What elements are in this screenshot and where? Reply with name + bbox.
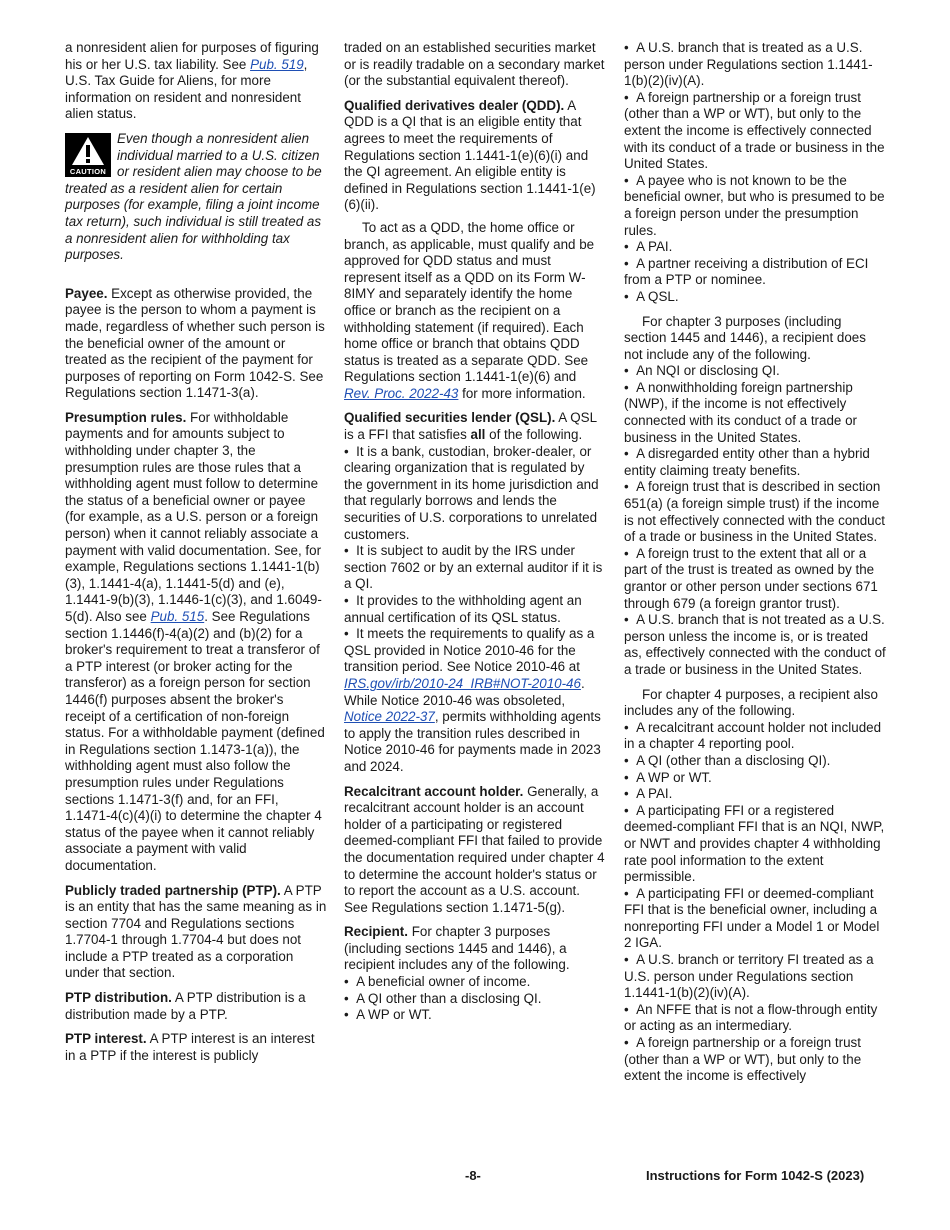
- list-item: • An NQI or disclosing QI.: [624, 363, 886, 380]
- list-item: • A participating FFI or a registered deemed-compliant FFI that is an NQI, NWP, or NWT and provides chapter 4 withholding rate pool information to the extent permissible.: [624, 803, 886, 886]
- list-item: • A recalcitrant account holder not included in a chapter 4 reporting pool.: [624, 720, 886, 753]
- paragraph-payee: Payee. Except as otherwise provided, the payee is the person to whom a payment is made, regardless of whether such person is the beneficial owner of the amount or treated as the recipient of the payment for purposes of reporting on Form 1042-S. See Regulations section 1.1471-3(a).: [65, 285, 325, 401]
- paragraph-ch3-exclusions: For chapter 3 purposes (including section 1445 and 1446), a recipient does not include any of the following.: [624, 313, 866, 362]
- caution-note: [65, 131, 327, 264]
- list-item: • A partner receiving a distribution of ECI from a PTP or nominee.: [624, 256, 886, 289]
- column-3: [624, 40, 886, 1085]
- heading-recipient: Recipient.: [344, 924, 408, 940]
- paragraph-qdd-status: To act as a QDD, the home office or branch, as applicable, must qualify and be approved for QDD status and must represent itself as a QDD on its Form W-8IMY and separately identify the home office or branch as the recipient on a withholding statement (if required). Each home office or branch that obtains QDD status is treated as a separate QDD. See Regulations section 1.1441-1(e)(6) and Rev. Proc. 2022-43 for more information.: [344, 219, 595, 401]
- paragraph-ptp-distribution: PTP distribution. A PTP distribution is a distribution made by a PTP.: [65, 990, 306, 1022]
- list-item: • A foreign partnership or a foreign trust (other than a WP or WT), but only to the extent the income is effectively connected with its conduct of a trade or business in the United States.: [624, 90, 886, 173]
- list-item: • A PAI.: [624, 239, 886, 256]
- document-title: Instructions for Form 1042-S (2023): [646, 1168, 865, 1183]
- paragraph-recipient: Recipient. For chapter 3 purposes (including sections 1445 and 1446), a recipient includes any of the following.: [344, 924, 570, 973]
- list-item: • A PAI.: [624, 786, 886, 803]
- list-item: • A foreign partnership or a foreign trust (other than a WP or WT), but only to the extent the income is effectively: [624, 1035, 886, 1085]
- paragraph-qdd: Qualified derivatives dealer (QDD). A QDD is a QI that is an eligible entity that agrees to meet the requirements of Regulations section 1.1441-1(e)(6)(i) and the QI agreement. An eligible entity is defined in Regulations section 1.1441-1(e)(6)(ii).: [344, 97, 596, 213]
- list-item: • A beneficial owner of income.: [344, 974, 606, 991]
- list-item: • A WP or WT.: [624, 770, 886, 787]
- irs-notice-2010-46-link[interactable]: IRS.gov/irb/2010-24_IRB#NOT-2010-46: [344, 675, 581, 691]
- list-item: • A payee who is not known to be the beneficial owner, but who is presumed to be a foreign person under the presumption rules.: [624, 173, 886, 239]
- rev-proc-2022-43-link[interactable]: Rev. Proc. 2022-43: [344, 385, 459, 401]
- list-item: • A QI other than a disclosing QI.: [344, 991, 606, 1008]
- heading-presumption-rules: Presumption rules.: [65, 409, 187, 425]
- list-item: • A nonwithholding foreign partnership (NWP), if the income is not effectively connected with its conduct of a trade or business in the United States.: [624, 380, 886, 446]
- paragraph-ch4-recipients: For chapter 4 purposes, a recipient also includes any of the following.: [624, 686, 878, 719]
- paragraph-recalcitrant: Recalcitrant account holder. Generally, a recalcitrant account holder is an account holder of a participating or registered deemed-compliant FFI that failed to provide the documentation required under chapter 4 to determine the account holder's status or to report the account as a U.S. account. See Regulations section 1.1471-5(g).: [344, 783, 605, 915]
- column-2: [344, 40, 606, 1024]
- list-item: • A U.S. branch that is not treated as a U.S. person unless the income is, or is treated as, effectively connected with the conduct of a trade or business in the United States.: [624, 612, 886, 678]
- list-item: • An NFFE that is not a flow-through entity or acting as an intermediary.: [624, 1002, 886, 1035]
- list-item: • It provides to the withholding agent an annual certification of its QSL status.: [344, 593, 606, 626]
- caution-icon: [65, 133, 111, 177]
- heading-ptp-interest: PTP interest.: [65, 1031, 147, 1047]
- list-item: • It is subject to audit by the IRS under section 7602 or by an external auditor if it is a QI.: [344, 543, 606, 593]
- heading-qdd: Qualified derivatives dealer (QDD).: [344, 97, 565, 113]
- list-item: • A WP or WT.: [344, 1007, 606, 1024]
- paragraph-ptp-interest-cont: traded on an established securities market or is readily tradable on a secondary market (or the substantial equivalent thereof).: [344, 40, 605, 89]
- pub-515-link[interactable]: Pub. 515: [150, 609, 205, 624]
- heading-ptp-distribution: PTP distribution.: [65, 990, 172, 1006]
- heading-payee: Payee.: [65, 285, 108, 301]
- list-item: • A U.S. branch that is treated as a U.S. person under Regulations section 1.1441-1(b)(2)(iv)(A).: [624, 40, 886, 90]
- paragraph-ptp: Publicly traded partnership (PTP). A PTP is an entity that has the same meaning as in section 7704 and Regulations sections 1.7704-1 through 1.7704-4 but does not include a PTP treated as a corporation under that section.: [65, 882, 327, 981]
- paragraph-resident-status: a nonresident alien for purposes of figuring his or her U.S. tax liability. See Pub. 519, U.S. Tax Guide for Aliens, for more information on resident and nonresident alien status.: [65, 40, 319, 122]
- paragraph-presumption-rules: Presumption rules. For withholdable payments and for amounts subject to withholding under chapter 3, the presumption rules are those rules that a withholding agent must follow to determine the status of a beneficial owner or payee (for example, as a U.S. person or a foreign person) when it cannot reliably associate a payment with valid documentation. See, for example, Regulations sections 1.1441-1(b)(3), 1.1441-4(a), 1.1441-5(d) and (e), 1.1441-9(b)(3), 1.1446-1(c)(3), and 1.6049-5(d). Also see Pub. 515. See Regulations section 1.1446(f)-4(a)(2) and (b)(2) for a broker's requirement to treat a transferor of a PTP interest (or broker acting for the transferor) as a foreign person for section 1446(f) purposes absent the broker's receipt of a certification of non-foreign status. For a withholdable payment (defined in Regulations section 1.1473-1(a)), the withholding agent must also follow the presumption rules under Regulations sections 1.1471-3(f) and, for an FFI, 1.1471-4(c)(4)(i) to determine the chapter 4 status of the payee when it cannot reliably associate a payment with valid documentation.: [65, 409, 325, 873]
- list-item: • A QSL.: [624, 289, 886, 306]
- caution-label: CAUTION: [69, 166, 107, 176]
- list-item: • A participating FFI or deemed-compliant FFI that is the beneficial owner, including a nonreporting FFI under a Model 1 or Model 2 IGA.: [624, 886, 886, 952]
- list-item: • It is a bank, custodian, broker-dealer, or clearing organization that is regulated by the government in its home jurisdiction and that regularly borrows and lends the securities of U.S. corporations to unrelated customers.: [344, 444, 606, 544]
- heading-ptp: Publicly traded partnership (PTP).: [65, 882, 281, 898]
- list-item: • A foreign trust that is described in section 651(a) (a foreign simple trust) if the income is not effectively connected with the conduct of a trade or business in the United States.: [624, 479, 886, 545]
- column-1: [65, 40, 327, 1072]
- paragraph-ptp-interest: PTP interest. A PTP interest is an interest in a PTP if the interest is publicly: [65, 1031, 315, 1063]
- list-item: • A U.S. branch or territory FI treated as a U.S. person under Regulations section 1.1441-1(b)(2)(iv)(A).: [624, 952, 886, 1002]
- heading-recalcitrant: Recalcitrant account holder.: [344, 783, 524, 799]
- list-item: • A disregarded entity other than a hybrid entity claiming treaty benefits.: [624, 446, 886, 479]
- list-item: • A foreign trust to the extent that all or a part of the trust is treated as owned by the grantor or other person under sections 671 through 679 (a foreign grantor trust).: [624, 546, 886, 612]
- caution-text: Even though a nonresident alien individual married to a U.S. citizen or resident alien may choose to be treated as a resident alien for certain purposes (for example, filing a joint income tax return), such individual is still treated as a nonresident alien for withholding tax purposes.: [65, 130, 322, 263]
- page-number: -8-: [465, 1168, 481, 1183]
- list-item: • A QI (other than a disclosing QI).: [624, 753, 886, 770]
- paragraph-qsl: Qualified securities lender (QSL). A QSL is a FFI that satisfies all of the following.: [344, 410, 597, 443]
- pub-519-link[interactable]: Pub. 519: [250, 56, 304, 72]
- notice-2022-37-link[interactable]: Notice 2022-37: [344, 709, 435, 725]
- heading-qsl: Qualified securities lender (QSL).: [344, 410, 556, 426]
- list-item: • It meets the requirements to qualify as a QSL provided in Notice 2010-46 for the transition period. See Notice 2010-46 at IRS.gov/irb/2010-24_IRB#NOT-2010-46. While Notice 2010-46 was obsoleted, Notice 2022-37, permits withholding agents to apply the transition rules described in Notice 2010-46 for payments made in 2023 and 2024.: [344, 626, 606, 775]
